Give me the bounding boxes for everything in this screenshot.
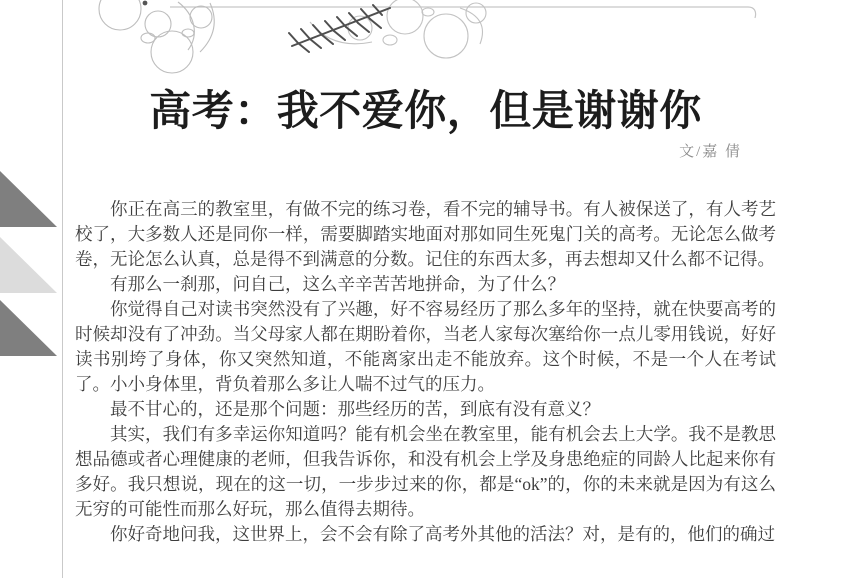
article xyxy=(75,88,776,547)
floral-swirl-ornament-icon xyxy=(60,0,760,92)
decor-triangle-bottom xyxy=(0,300,57,356)
paragraph: 最不甘心的，还是那个问题：那些经历的苦，到底有没有意义？ xyxy=(110,399,600,420)
article-title: 高考：我不爱你，但是谢谢你 xyxy=(149,89,702,135)
article-byline: 文/嘉 倩 xyxy=(679,144,742,161)
decor-triangle-middle xyxy=(0,237,57,293)
paragraph: 你好奇地问我，这世界上，会不会有除了高考外其他的活法？对，是有的，他们的确过 xyxy=(110,524,775,545)
article-body xyxy=(75,197,776,547)
paragraph: 其实，我们有多幸运你知道吗？能有机会坐在教室里，能有机会去上大学。我不是教思想品德或者心理健康的老师，但我告诉你，和没有机会上学及身患绝症的同龄人比起来你有多好。我只想说，现在的这一切，一步步过来的你，都是“ok”的，你的未来就是因为有这么无穷的可能性而那么好玩，那么值得去期待。 xyxy=(75,424,776,520)
paragraph: 你正在高三的教室里，有做不完的练习卷，看不完的辅导书。有人被保送了，有人考艺校了，大多数人还是同你一样，需要脚踏实地面对那如同生死鬼门关的高考。无论怎么做考卷，无论怎么认真，总是得不到满意的分数。记住的东西太多，再去想却又什么都不记得。 xyxy=(75,199,776,270)
paragraph: 有那么一刹那，问自己，这么辛辛苦苦地拼命，为了什么？ xyxy=(110,274,565,295)
flower-dot xyxy=(143,1,148,6)
paragraph: 你觉得自己对读书突然没有了兴趣，好不容易经历了那么多年的坚持，就在快要高考的时候却没有了冲劲。当父母家人都在期盼着你，当老人家每次塞给你一点儿零用钱说，好好读书别垮了身体，你又突然知道，不能离家出走不能放弃。这个时候，不是一个人在考试了。小小身体里，背负着那么多让人喘不过气的压力。 xyxy=(75,299,776,395)
decor-triangle-top xyxy=(0,171,57,227)
fern-branch-icon xyxy=(289,5,390,52)
